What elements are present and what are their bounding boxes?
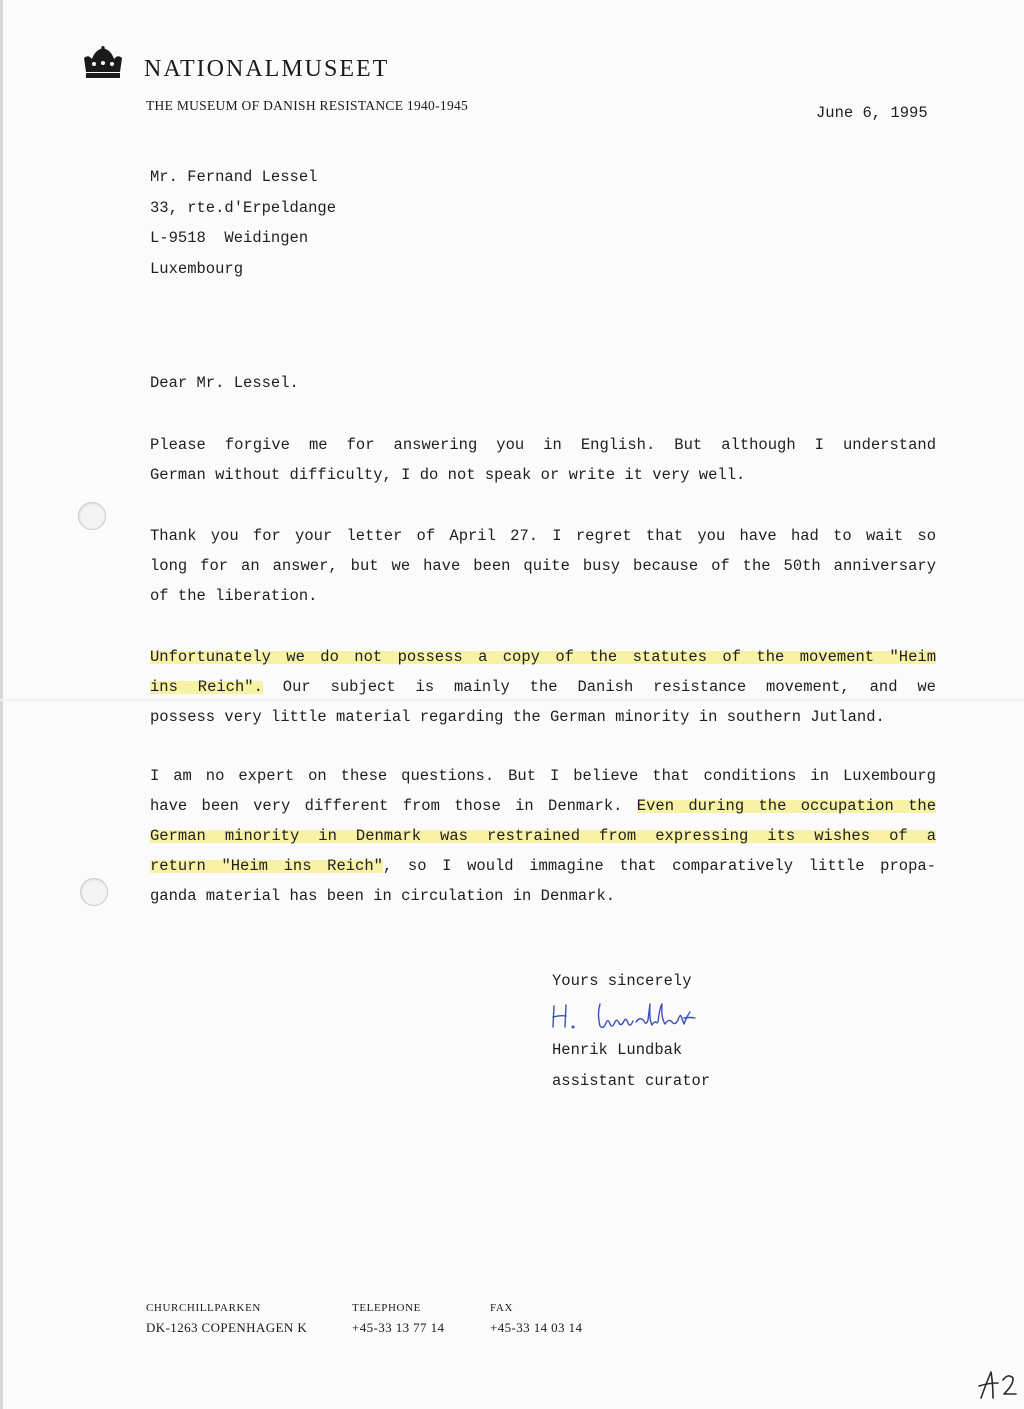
highlighted-text: ins Reich". (150, 678, 263, 696)
footer-telephone (352, 1298, 444, 1338)
paragraph-3 (150, 642, 936, 732)
paragraph-line: of the liberation. (150, 587, 318, 605)
footer-address (146, 1298, 307, 1338)
handwritten-page-mark (976, 1366, 1020, 1402)
paragraph-line: possess very little material regarding the German minority in southern Jutland. (150, 708, 885, 726)
plain-text: have been very different from those in Denmark. (150, 797, 637, 815)
plain-text: , so I would immagine that comparatively little propa- (382, 857, 936, 875)
signer-block (552, 1035, 710, 1096)
recipient-street: 33, rte.d'Erpeldange (150, 198, 337, 217)
page-edge (0, 0, 3, 1409)
paragraph-4 (150, 761, 936, 911)
recipient-city: L-9518 Weidingen (150, 229, 309, 247)
letter-date: June 6, 1995 (816, 104, 928, 122)
signer-name: Henrik Lundbak (552, 1041, 683, 1059)
recipient-name: Mr. Fernand Lessel (150, 168, 318, 186)
highlighted-text: return "Heim ins Reich" (150, 857, 383, 875)
closing: Yours sincerely (552, 972, 692, 990)
punch-hole-top (78, 502, 106, 530)
footer-fax (490, 1298, 582, 1338)
paragraph-line: ganda material has been in circulation in Denmark. (150, 887, 616, 905)
footer-telephone-value: +45-33 13 77 14 (352, 1320, 445, 1335)
footer-fax-label: FAX (490, 1302, 513, 1314)
footer-address-value: DK-1263 COPENHAGEN K (146, 1320, 308, 1335)
plain-text: Our subject is mainly the Danish resistance movement, and we (262, 678, 936, 696)
paragraph-1 (150, 430, 936, 490)
highlighted-text: German minority in Denmark was restrained from expressing its wishes of a (150, 827, 936, 845)
institution-name: NATIONALMUSEET (144, 56, 390, 82)
paragraph-line: I am no expert on these questions. But I believe that conditions in Luxembourg (150, 767, 936, 785)
crown-icon (82, 46, 124, 80)
paragraph-line: German without difficulty, I do not speak or write it very well. (150, 466, 746, 484)
recipient-address (150, 162, 336, 284)
paragraph-line (150, 672, 936, 702)
highlighted-text: Unfortunately we do not possess a copy of the statutes of the movement "Heim (150, 648, 936, 666)
highlighted-text: Even during the occupation the (636, 797, 936, 815)
salutation: Dear Mr. Lessel. (150, 374, 299, 392)
paragraph-line (150, 851, 936, 881)
paragraph-line (150, 642, 936, 672)
punch-hole-bottom (80, 878, 108, 906)
handwritten-signature (548, 996, 718, 1036)
signer-title: assistant curator (552, 1071, 711, 1090)
paragraph-line: long for an answer, but we have been quite busy because of the 50th anniversary (150, 557, 936, 575)
paragraph-line: Thank you for your letter of April 27. I regret that you have had to wait so (150, 527, 936, 545)
department-name: THE MUSEUM OF DANISH RESISTANCE 1940-1945 (146, 98, 469, 113)
paragraph-line: Please forgive me for answering you in English. But although I understand (150, 436, 936, 454)
paragraph-line (150, 791, 936, 821)
footer-address-label: CHURCHILLPARKEN (146, 1302, 261, 1314)
recipient-country: Luxembourg (150, 259, 244, 278)
paragraph-line (150, 821, 936, 851)
footer-telephone-label: TELEPHONE (352, 1302, 421, 1314)
footer-fax-value: +45-33 14 03 14 (490, 1320, 583, 1335)
paragraph-2 (150, 521, 936, 611)
